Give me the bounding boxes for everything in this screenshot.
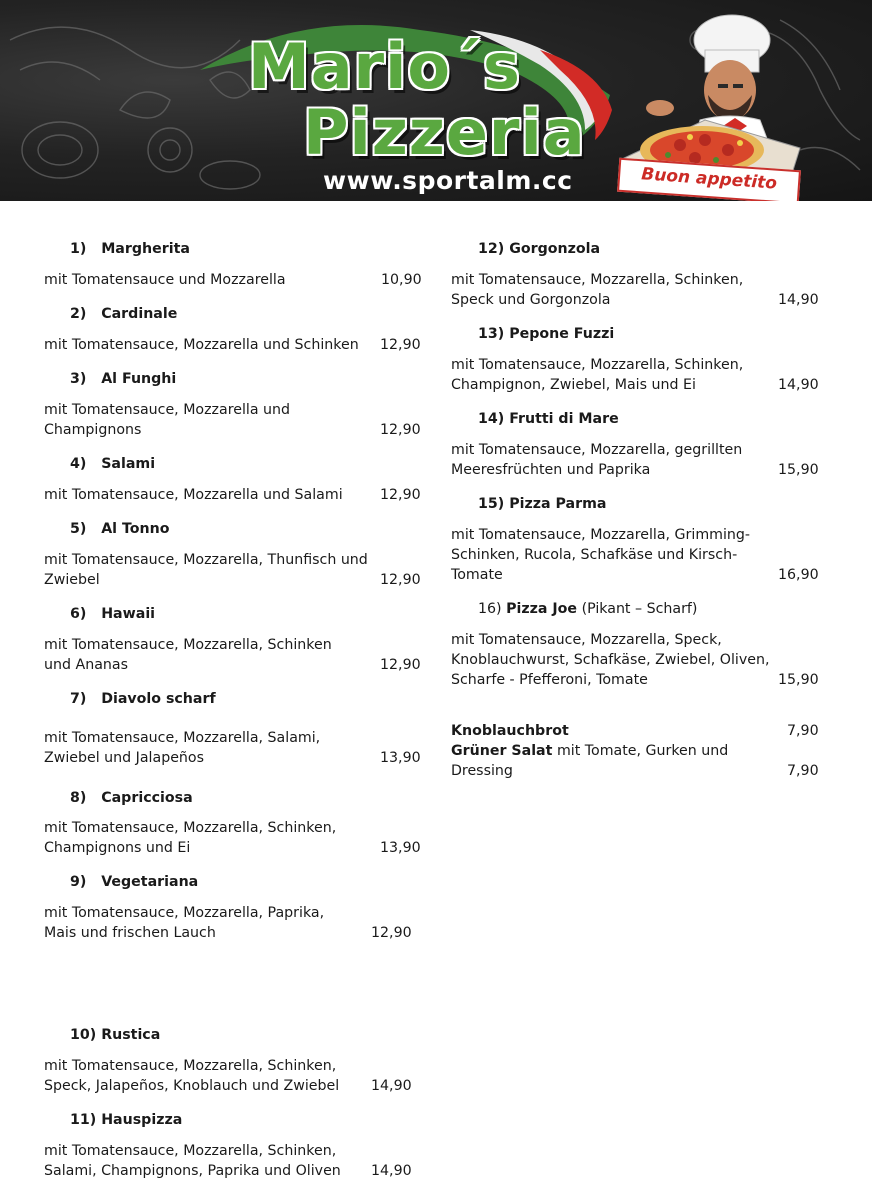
item-description: mit Tomatensauce, Mozzarella, Schinken: [44, 637, 332, 653]
item-name: Cardinale: [101, 306, 178, 322]
extra-item-price: 7,90: [787, 723, 819, 739]
item-name: Pizza Parma: [509, 496, 607, 512]
item-description: Speck und Gorgonzola: [451, 292, 611, 308]
item-price: 12,90: [380, 422, 421, 438]
item-number: 11): [70, 1112, 97, 1128]
extra-item-description: Dressing: [451, 763, 513, 779]
item-description: mit Tomatensauce, Mozzarella, Salami,: [44, 730, 321, 746]
item-price: 15,90: [778, 462, 819, 478]
item-description: Tomate: [451, 567, 503, 583]
menu-item-title: [70, 689, 216, 709]
item-description: mit Tomatensauce, Mozzarella und: [44, 402, 291, 418]
item-name: Frutti di Mare: [509, 411, 619, 427]
item-number: 2): [70, 306, 87, 322]
item-number: 16): [478, 601, 502, 617]
item-price: 12,90: [380, 487, 421, 503]
item-description: Salami, Champignons, Paprika und Oliven: [44, 1163, 341, 1179]
item-name: Capricciosa: [101, 790, 193, 806]
item-description: Knoblauchwurst, Schafkäse, Zwiebel, Oliven,: [451, 652, 770, 668]
menu-item-title: [478, 409, 619, 429]
extra-item-description: mit Tomate, Gurken und: [556, 743, 729, 759]
item-number: 7): [70, 691, 87, 707]
item-description: mit Tomatensauce, Mozzarella und Schinken: [44, 337, 359, 353]
item-description: mit Tomatensauce, Mozzarella, Schinken,: [451, 357, 744, 373]
item-number: 15): [478, 496, 505, 512]
item-name: Diavolo scharf: [101, 691, 216, 707]
menu-item-title: [478, 239, 600, 259]
item-price: 16,90: [778, 567, 819, 583]
item-name: Hauspizza: [101, 1112, 183, 1128]
item-name: Al Tonno: [101, 521, 170, 537]
item-price: 14,90: [371, 1163, 412, 1179]
item-number: 9): [70, 874, 87, 890]
item-price: 13,90: [380, 840, 421, 856]
header-banner: [0, 0, 872, 201]
menu-item-title: [70, 454, 155, 474]
tagline-text: Buon appetito: [640, 164, 778, 194]
item-price: 10,90: [381, 272, 422, 288]
item-price: 14,90: [778, 377, 819, 393]
item-number: 8): [70, 790, 87, 806]
item-description: Speck, Jalapeños, Knoblauch und Zwiebel: [44, 1078, 340, 1094]
item-price: 12,90: [371, 925, 412, 941]
item-price: 12,90: [380, 337, 421, 353]
item-description: mit Tomatensauce, Mozzarella, gegrillten: [451, 442, 743, 458]
item-number: 6): [70, 606, 87, 622]
item-number: 14): [478, 411, 505, 427]
item-price: 14,90: [778, 292, 819, 308]
item-name: Vegetariana: [101, 874, 199, 890]
logo-title-line2: Pizzeria: [303, 96, 586, 169]
extra-item-line: [451, 741, 728, 761]
item-price: 12,90: [380, 657, 421, 673]
item-description: mit Tomatensauce, Mozzarella, Schinken,: [44, 820, 337, 836]
item-description: Zwiebel: [44, 572, 100, 588]
item-name: Al Funghi: [101, 371, 177, 387]
item-number: 5): [70, 521, 87, 537]
item-description: mit Tomatensauce, Mozzarella, Thunfisch und: [44, 552, 368, 568]
item-description: Champignons und Ei: [44, 840, 191, 856]
item-price: 15,90: [778, 672, 819, 688]
menu-item-title: [70, 304, 177, 324]
item-description: mit Tomatensauce, Mozzarella, Schinken,: [44, 1143, 337, 1159]
item-name: Hawaii: [101, 606, 156, 622]
item-description: mit Tomatensauce, Mozzarella, Schinken,: [44, 1058, 337, 1074]
menu-item-title: [478, 494, 606, 514]
item-number: 3): [70, 371, 87, 387]
extra-item-price: 7,90: [787, 763, 819, 779]
item-name: Rustica: [101, 1027, 161, 1043]
extra-item-name: Knoblauchbrot: [451, 723, 569, 739]
item-description: Schinken, Rucola, Schafkäse und Kirsch-: [451, 547, 738, 563]
menu-item-title: [70, 788, 193, 808]
menu-item-title: [478, 324, 614, 344]
menu-item-title: [70, 369, 176, 389]
item-name: Pizza Joe: [506, 601, 578, 617]
item-description: Champignons: [44, 422, 142, 438]
item-description: Scharfe - Pfefferoni, Tomate: [451, 672, 648, 688]
logo-title-line1: Mario´s: [248, 30, 521, 103]
item-description: mit Tomatensauce, Mozzarella, Paprika,: [44, 905, 325, 921]
item-description: Meeresfrüchten und Paprika: [451, 462, 651, 478]
item-price: 12,90: [380, 572, 421, 588]
item-number: 13): [478, 326, 505, 342]
item-note: (Pikant – Scharf): [581, 601, 698, 617]
item-description: mit Tomatensauce und Mozzarella: [44, 272, 286, 288]
item-description: Zwiebel und Jalapeños: [44, 750, 204, 766]
item-name: Pepone Fuzzi: [509, 326, 615, 342]
menu-item-title: [70, 239, 190, 259]
item-number: 1): [70, 241, 87, 257]
menu-item-title: [70, 872, 198, 892]
item-description: und Ananas: [44, 657, 128, 673]
website-url: www.sportalm.cc: [323, 166, 573, 195]
menu-item-title: [478, 599, 697, 619]
item-description: mit Tomatensauce, Mozzarella, Schinken,: [451, 272, 744, 288]
item-number: 12): [478, 241, 505, 257]
extra-item-name: Grüner Salat: [451, 743, 553, 759]
item-number: 10): [70, 1027, 97, 1043]
menu-item-title: [70, 1110, 182, 1130]
item-name: Salami: [101, 456, 156, 472]
item-description: mit Tomatensauce, Mozzarella und Salami: [44, 487, 343, 503]
item-name: Gorgonzola: [509, 241, 601, 257]
item-description: mit Tomatensauce, Mozzarella, Grimming-: [451, 527, 751, 543]
item-number: 4): [70, 456, 87, 472]
item-price: 13,90: [380, 750, 421, 766]
item-description: mit Tomatensauce, Mozzarella, Speck,: [451, 632, 722, 648]
item-description: Mais und frischen Lauch: [44, 925, 216, 941]
menu-item-title: [70, 519, 169, 539]
item-description: Champignon, Zwiebel, Mais und Ei: [451, 377, 696, 393]
item-price: 14,90: [371, 1078, 412, 1094]
menu-item-title: [70, 1025, 160, 1045]
item-name: Margherita: [101, 241, 190, 257]
menu-item-title: [70, 604, 155, 624]
